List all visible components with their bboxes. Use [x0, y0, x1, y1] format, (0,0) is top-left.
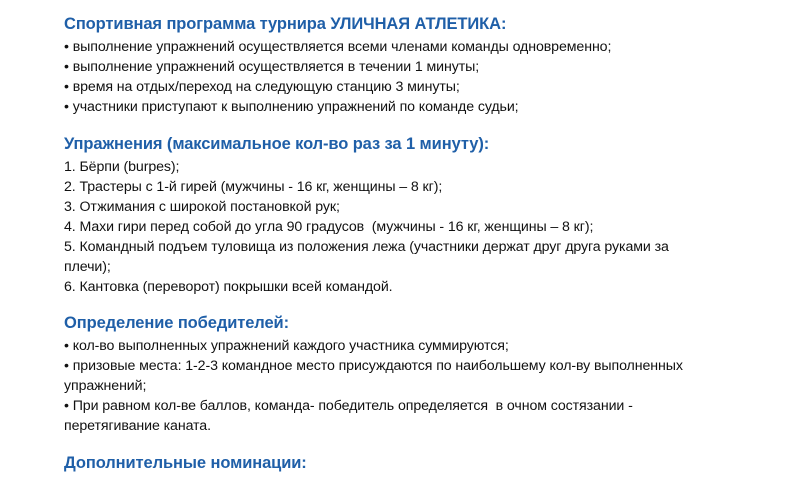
exercise-line: 5. Командный подъем туловища из положения лежа (участники держат друг друга руками за: [64, 239, 669, 255]
document-page: [64, 14, 764, 491]
winners-line: упражнений;: [64, 378, 147, 394]
exercise-line: 4. Махи гири перед собой до угла 90 градусов (мужчины - 16 кг, женщины – 8 кг);: [64, 219, 594, 235]
rule-line: • выполнение упражнений осуществляется в течении 1 минуты;: [64, 59, 480, 75]
exercise-line: плечи);: [64, 259, 111, 275]
winners-line: • При равном кол-ве баллов, команда- победитель определяется в очном состязании -: [64, 398, 633, 414]
exercise-line: 1. Бёрпи (burpes);: [64, 159, 180, 175]
winners-list: [64, 336, 764, 436]
rule-line: • участники приступают к выполнению упражнений по команде судьи;: [64, 99, 519, 115]
section-title-nominations: Дополнительные номинации:: [64, 454, 307, 472]
section-exercises: [64, 134, 764, 297]
section-winners: [64, 313, 764, 436]
winners-line: • призовые места: 1-2-3 командное место присуждаются по наибольшему кол-ву выполненных: [64, 358, 683, 374]
exercises-list: [64, 157, 764, 297]
title-prefix: Спортивная программа турнира: [64, 15, 331, 33]
rule-line: • выполнение упражнений осуществляется всеми членами команды одновременно;: [64, 39, 612, 55]
rule-line: • время на отдых/переход на следующую станцию 3 минуты;: [64, 79, 460, 95]
exercise-line: 2. Трастеры с 1-й гирей (мужчины - 16 кг, женщины – 8 кг);: [64, 179, 443, 195]
exercise-line: 3. Отжимания с широкой постановкой рук;: [64, 199, 340, 215]
section-title-sport-program: [64, 14, 764, 34]
section-sport-program: [64, 14, 764, 117]
winners-line: • кол-во выполненных упражнений каждого участника суммируются;: [64, 338, 509, 354]
title-tournament-name: УЛИЧНАЯ АТЛЕТИКА:: [330, 15, 507, 33]
rules-list: [64, 37, 764, 117]
section-nominations: [64, 453, 764, 473]
exercise-line: 6. Кантовка (переворот) покрышки всей командой.: [64, 279, 393, 295]
winners-line: перетягивание каната.: [64, 418, 211, 434]
section-title-exercises: Упражнения (максимальное кол-во раз за 1 минуту):: [64, 135, 490, 153]
section-title-winners: Определение победителей:: [64, 314, 289, 332]
